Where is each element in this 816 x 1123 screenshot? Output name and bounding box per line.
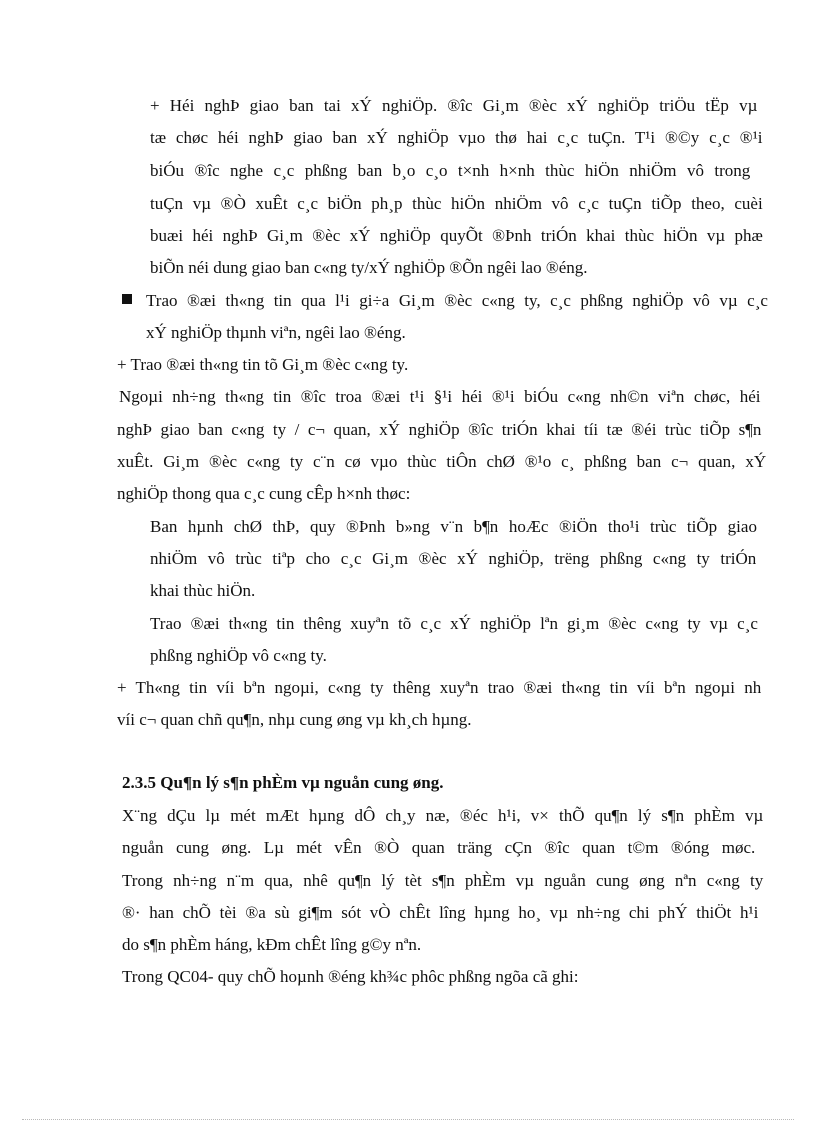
text-line: ®· han chÕ tèi ®a sù gi¶m sót vÒ chÊt lîng hµng ho¸ vµ nh÷ng chi phÝ thiÖt h¹i [122,903,759,922]
text-line: Trong QC04- quy chÕ hoµnh ®éng kh¾c phôc phßng ngõa cã ghi: [122,967,579,986]
text-line: Trao ®æi th«ng tin qua l¹i gi÷a Gi¸m ®èc c«ng ty, c¸c phßng nghiÖp vô vµ c¸c [146,291,768,310]
text-line: + Th«ng tin víi bªn ngoµi, c«ng ty thêng xuyªn trao ®æi th«ng tin víi bªn ngoµi nh [117,678,762,697]
text-line: Trao ®æi th«ng tin thêng xuyªn tõ c¸c xÝ nghiÖp lªn gi¸m ®èc c«ng ty vµ c¸c [150,614,758,633]
page-footer-rule [22,1119,794,1120]
text-line: nguån cung øng. Lµ mét vÊn ®Ò quan träng cÇn ®îc quan t©m ®óng møc. [122,838,756,857]
text-line: tæ chøc héi nghÞ giao ban xÝ nghiÖp vµo thø hai c¸c tuÇn. T¹i ®©y c¸c ®¹i [150,128,763,147]
text-line: khai thùc hiÖn. [150,581,256,600]
text-line: xÝ nghiÖp thµnh viªn, ngêi lao ®éng. [146,323,406,342]
section-heading: 2.3.5 Qu¶n lý s¶n phÈm vµ nguån cung øng. [122,773,444,792]
text-line: xuÊt. Gi¸m ®èc c«ng ty c¨n cø vµo thùc tiÔn chØ ®¹o c¸ phßng ban c¬ quan, xÝ [117,452,767,471]
text-line: Ngoµi nh÷ng th«ng tin ®îc troa ®æi t¹i §¹i héi ®¹i biÓu c«ng nh©n viªn chøc, héi [119,387,761,406]
text-line: Ban hµnh chØ thÞ, quy ®Þnh b»ng v¨n b¶n hoÆc ®iÖn tho¹i trùc tiÕp giao [150,517,757,536]
text-line: víi c¬ quan chñ qu¶n, nhµ cung øng vµ kh¸ch hµng. [117,710,472,729]
text-line: X¨ng dÇu lµ mét mÆt hµng dÔ ch¸y næ, ®éc h¹i, v× thÕ qu¶n lý s¶n phÈm vµ [122,806,764,825]
text-line: + Héi nghÞ giao ban tai xÝ nghiÖp. ®îc Gi¸m ®èc xÝ nghiÖp triÖu tËp vµ [150,96,758,115]
text-line: Trong nh÷ng n¨m qua, nhê qu¶n lý tèt s¶n phÈm vµ nguån cung øng nªn c«ng ty [122,871,764,890]
text-line: buæi héi nghÞ Gi¸m ®èc xÝ nghiÖp quyÕt ®Þnh triÓn khai thùc hiÖn vµ phæ [150,226,763,245]
text-line: + Trao ®æi th«ng tin tõ Gi¸m ®èc c«ng ty. [117,355,409,374]
text-line: phßng nghiÖp vô c«ng ty. [150,646,327,665]
text-line: do s¶n phÈm háng, kÐm chÊt lîng g©y nªn. [122,935,422,954]
text-line: nghiÖp thong qua c¸c cung cÊp h×nh thøc: [117,484,411,503]
text-line: biÕn néi dung giao ban c«ng ty/xÝ nghiÖp ®Õn ngêi lao ®éng. [150,258,588,277]
text-line: nghÞ giao ban c«ng ty / c¬ quan, xÝ nghiÖp ®îc triÓn khai tíi tæ ®éi trùc tiÕp s¶n [117,420,762,439]
text-line: tuÇn vµ ®Ò xuÊt c¸c biÖn ph¸p thùc hiÖn nhiÖm vô c¸c tuÇn tiÕp theo, cuèi [150,194,763,213]
black-square-bullet-icon [122,294,132,304]
text-line: nhiÖm vô trùc tiªp cho c¸c Gi¸m ®èc xÝ nghiÖp, trëng phßng c«ng ty triÓn [150,549,757,568]
text-line: biÓu ®îc nghe c¸c phßng ban b¸o c¸o t×nh h×nh thùc hiÖn nhiÖm vô trong [150,161,751,180]
